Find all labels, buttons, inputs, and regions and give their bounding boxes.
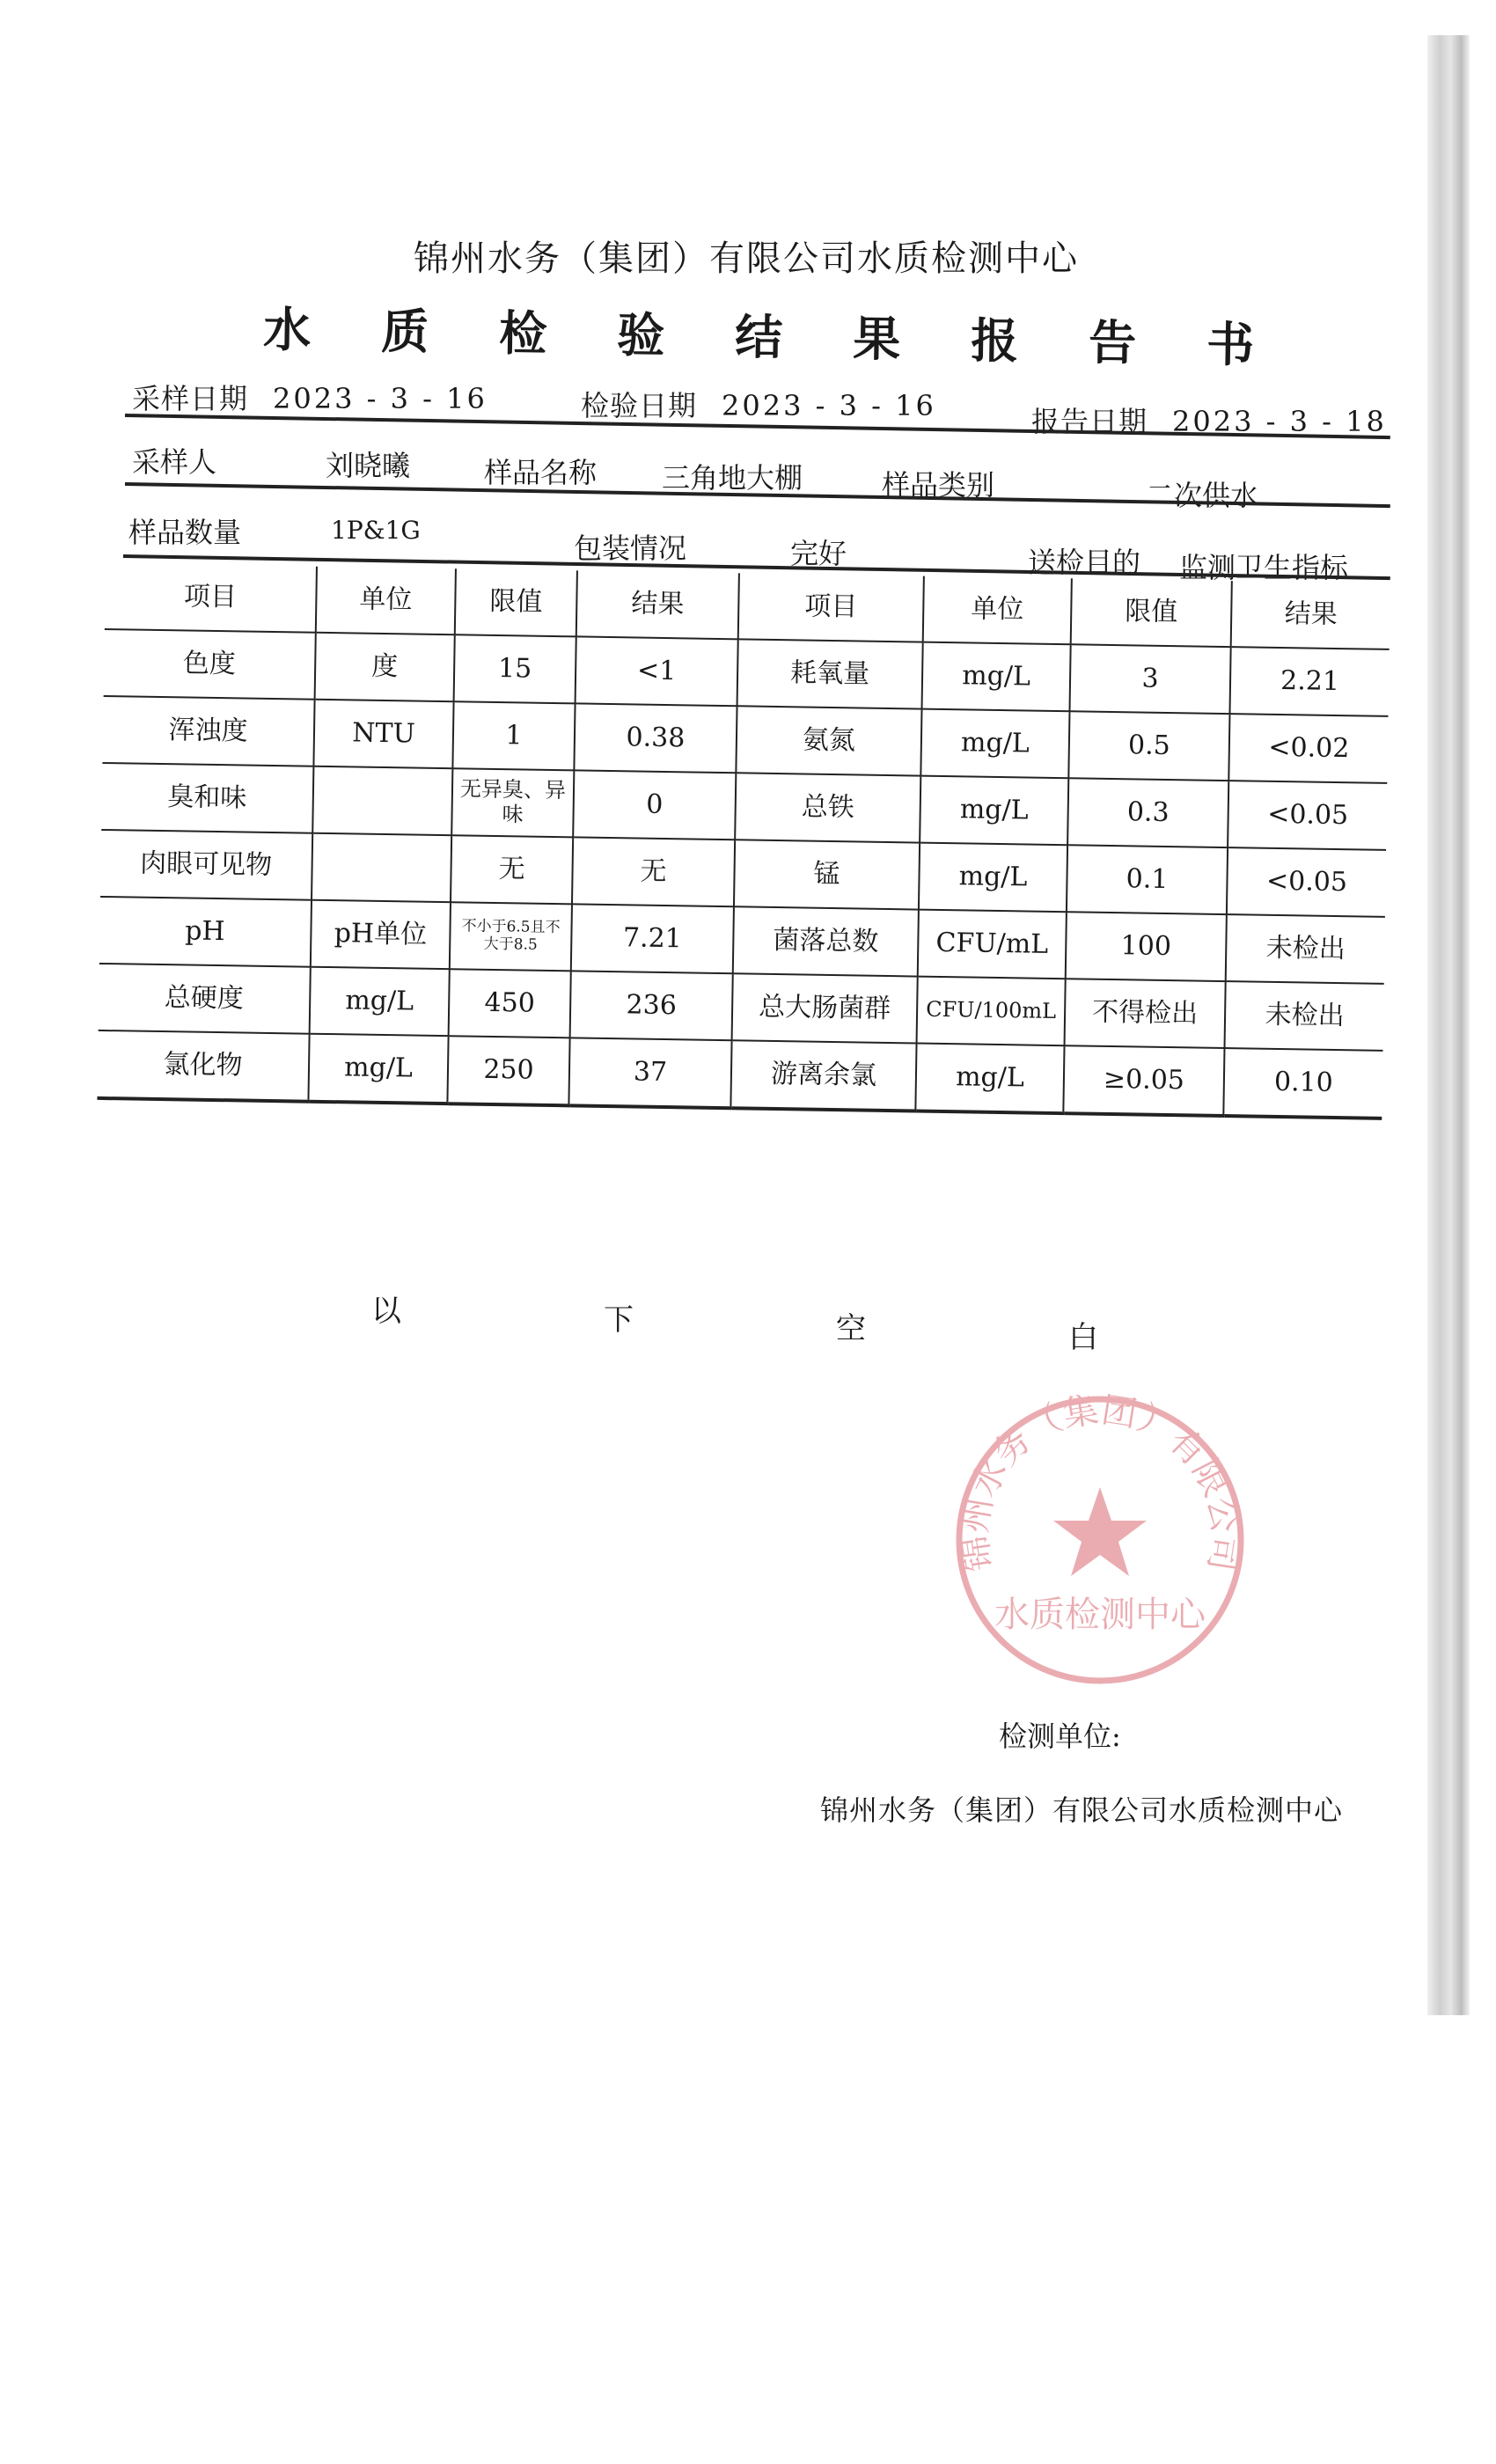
limit-cell: 0.1 <box>1067 845 1228 914</box>
limit-cell: ≥0.05 <box>1063 1045 1224 1116</box>
item-cell: 臭和味 <box>101 763 313 833</box>
limit-cell: 无异臭、异味 <box>451 768 574 837</box>
report-date-label: 报告日期 <box>1031 405 1148 438</box>
unit-cell: mg/L <box>310 967 450 1036</box>
limit-cell: 15 <box>454 634 576 703</box>
unit-cell: CFU/100mL <box>917 977 1066 1046</box>
sampling-date-value: 2023 - 3 - 16 <box>273 382 488 415</box>
result-cell: <0.05 <box>1228 781 1387 850</box>
sample-type-label: 样品类别 <box>882 468 995 502</box>
blank-notice-char: 以 <box>371 1294 401 1329</box>
limit-cell: 450 <box>449 969 571 1038</box>
purpose-value: 监测卫生指标 <box>1179 551 1349 584</box>
item-cell: 总硬度 <box>99 964 311 1034</box>
result-cell: 未检出 <box>1225 981 1384 1051</box>
result-cell: 0 <box>573 770 736 840</box>
seal-bottom-text: 水质检测中心 <box>994 1595 1206 1635</box>
unit-cell <box>312 766 452 835</box>
results-table <box>97 563 1390 1120</box>
unit-cell: mg/L <box>920 776 1068 846</box>
sampler-value: 刘晓曦 <box>326 449 411 482</box>
scanner-edge-strip <box>1427 35 1470 2015</box>
testing-unit-name: 锦州水务（集团）有限公司水质检测中心 <box>820 1793 1344 1827</box>
unit-cell: mg/L <box>920 709 1069 779</box>
sample-name-value: 三角地大棚 <box>662 461 803 495</box>
limit-cell: 100 <box>1066 912 1227 981</box>
sampling-date-label: 采样日期 <box>132 382 249 415</box>
limit-cell: 无 <box>451 835 573 904</box>
item-cell: 色度 <box>104 629 316 700</box>
unit-cell: 度 <box>315 633 455 701</box>
limit-cell: 0.5 <box>1068 711 1229 781</box>
limit-cell: 3 <box>1069 644 1230 714</box>
sample-qty-value: 1P&1G <box>331 516 421 545</box>
packaging-value: 完好 <box>790 537 847 570</box>
report-date-value: 2023 - 3 - 18 <box>1172 405 1387 438</box>
result-cell: 0.38 <box>574 703 737 773</box>
item-cell: 锰 <box>734 840 920 909</box>
test-date-label: 检验日期 <box>581 389 698 422</box>
blank-notice-char: 白 <box>1068 1320 1098 1355</box>
header-cell: 限值 <box>455 568 577 636</box>
unit-cell: mg/L <box>915 1044 1064 1114</box>
item-cell: 总大肠菌群 <box>732 973 918 1043</box>
organization-title: 锦州水务（集团）有限公司水质检测中心 <box>414 238 1079 279</box>
result-cell: 无 <box>572 837 735 906</box>
unit-cell: CFU/mL <box>918 910 1067 979</box>
result-cell: 2.21 <box>1229 647 1389 716</box>
seal-top-text: 锦州水务（集团）有限公司 <box>954 1390 1246 1574</box>
header-cell: 单位 <box>316 567 456 634</box>
official-seal <box>950 1390 1250 1690</box>
unit-cell: mg/L <box>919 843 1067 913</box>
header-cell: 项目 <box>738 573 924 642</box>
result-cell: 0.10 <box>1223 1048 1382 1118</box>
test-date-value: 2023 - 3 - 16 <box>722 389 936 422</box>
report-title: 水质检验结果报告书 <box>262 300 1325 374</box>
sampler-label: 采样人 <box>132 445 217 479</box>
test-date-field <box>581 384 936 424</box>
item-cell: 氯化物 <box>97 1030 309 1102</box>
unit-cell: mg/L <box>308 1034 448 1104</box>
item-cell: 耗氧量 <box>737 639 923 708</box>
limit-cell: 250 <box>447 1036 569 1105</box>
header-cell: 结果 <box>576 570 739 639</box>
item-cell: pH <box>99 897 312 967</box>
header-cell: 项目 <box>105 563 317 633</box>
blank-notice-char: 下 <box>604 1302 634 1338</box>
item-cell: 菌落总数 <box>733 906 919 976</box>
item-cell: 肉眼可见物 <box>100 830 312 900</box>
limit-cell: 不小于6.5且不大于8.5 <box>450 902 572 971</box>
purpose-label: 送检目的 <box>1028 546 1141 579</box>
header-cell: 单位 <box>923 576 1072 645</box>
header-cell: 结果 <box>1231 581 1390 649</box>
testing-unit-label: 检测单位: <box>999 1720 1121 1753</box>
result-cell: <0.02 <box>1228 714 1388 783</box>
packaging-label: 包装情况 <box>574 532 687 565</box>
item-cell: 游离余氯 <box>730 1040 916 1111</box>
limit-cell: 1 <box>452 701 575 770</box>
limit-cell: 不得检出 <box>1065 979 1226 1048</box>
result-cell: 未检出 <box>1226 914 1385 984</box>
item-cell: 氨氮 <box>736 706 921 775</box>
limit-cell: 0.3 <box>1067 778 1228 847</box>
item-cell: 浑浊度 <box>102 696 314 766</box>
sampling-date-field <box>132 377 488 417</box>
sample-type-value: 二次供水 <box>1146 479 1259 512</box>
item-cell: 总铁 <box>735 773 920 842</box>
result-cell: 236 <box>570 971 733 1040</box>
header-cell: 限值 <box>1071 578 1232 647</box>
result-cell: <1 <box>576 636 738 706</box>
sample-name-label: 样品名称 <box>484 456 598 489</box>
unit-cell: NTU <box>313 700 453 768</box>
result-cell: 7.21 <box>571 904 734 973</box>
unit-cell: pH单位 <box>311 900 451 969</box>
blank-notice-char: 空 <box>836 1311 866 1346</box>
unit-cell <box>312 833 451 902</box>
result-cell: 37 <box>568 1038 731 1108</box>
unit-cell: mg/L <box>922 642 1071 712</box>
seal-star-icon <box>1053 1487 1147 1576</box>
result-cell: <0.05 <box>1227 847 1386 917</box>
sample-qty-label: 样品数量 <box>128 516 242 549</box>
